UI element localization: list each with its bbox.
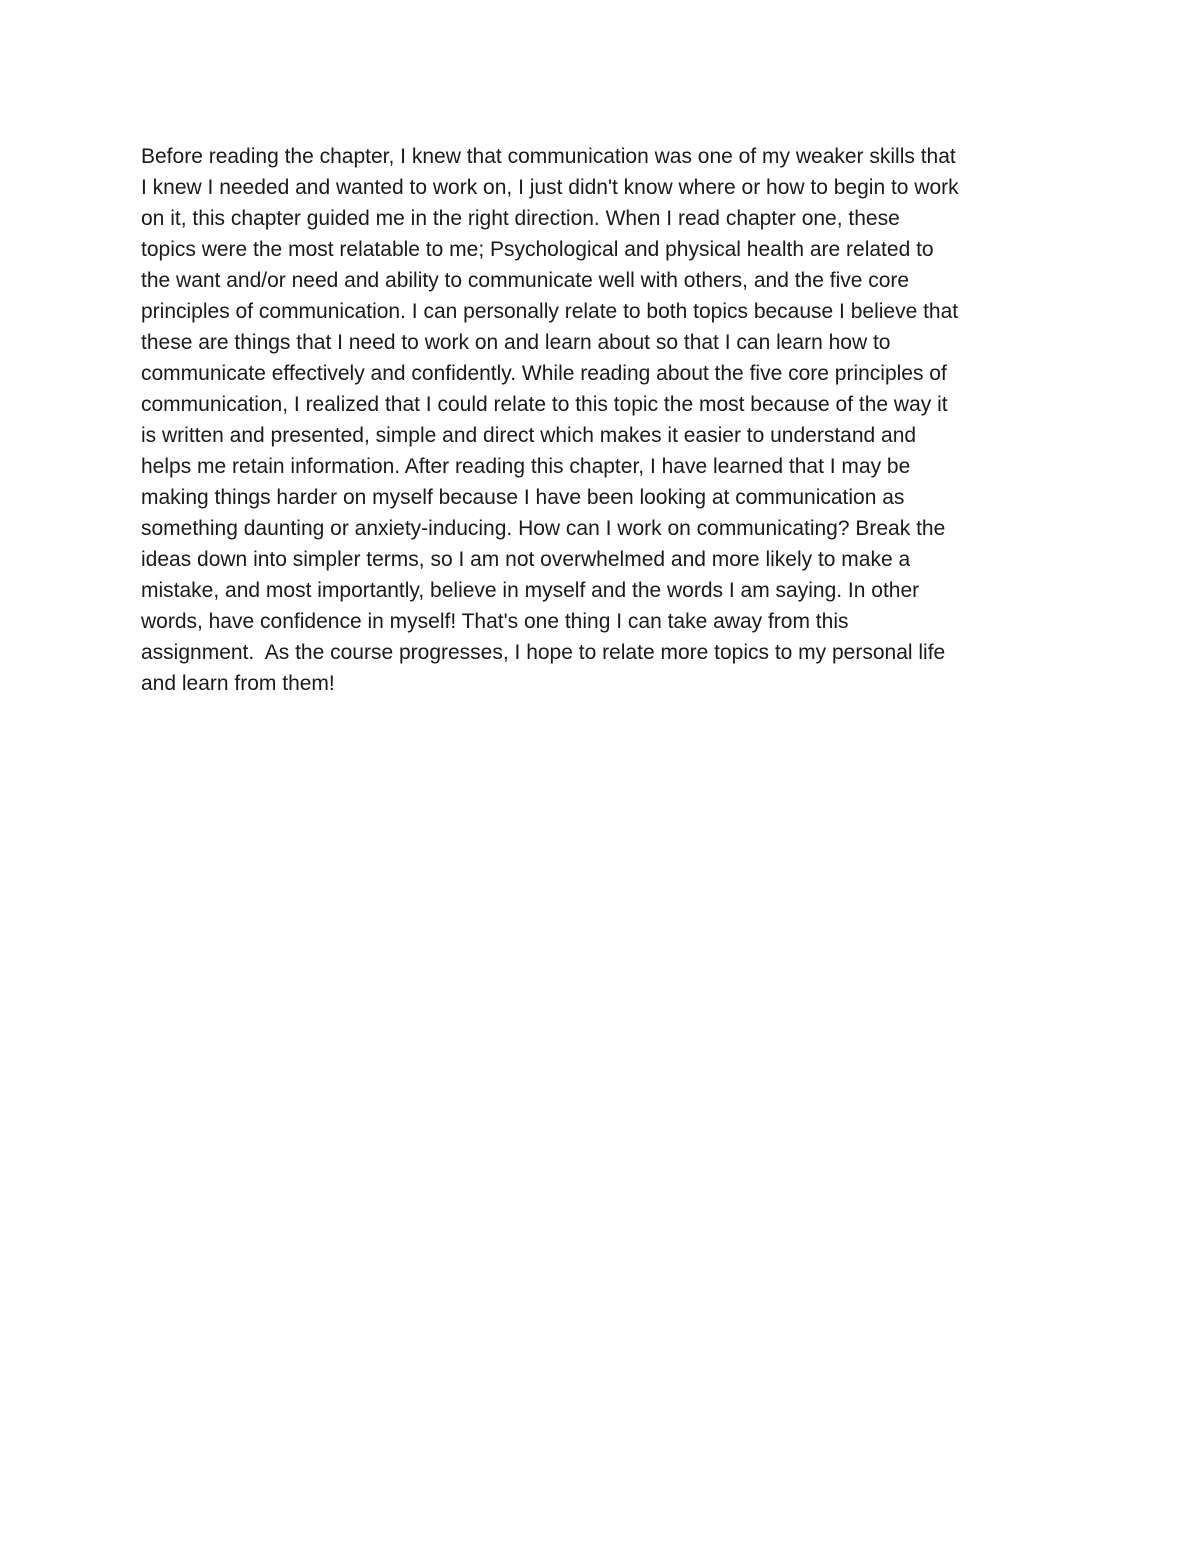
paragraph-line: helps me retain information. After reading this chapter, I have learned that I may be: [141, 455, 911, 478]
paragraph-line: communicate effectively and confidently. While reading about the five core principles of: [141, 362, 947, 385]
body-paragraph: [141, 141, 1071, 699]
paragraph-line: words, have confidence in myself! That's one thing I can take away from this: [141, 610, 849, 633]
paragraph-line: topics were the most relatable to me; Psychological and physical health are related to: [141, 238, 934, 261]
paragraph-line: assignment. As the course progresses, I hope to relate more topics to my personal life: [141, 641, 946, 664]
paragraph-line: is written and presented, simple and direct which makes it easier to understand and: [141, 424, 917, 447]
paragraph-line: and learn from them!: [141, 672, 335, 695]
paragraph-line: mistake, and most importantly, believe in myself and the words I am saying. In other: [141, 579, 920, 602]
paragraph-line: making things harder on myself because I have been looking at communication as: [141, 486, 905, 509]
paragraph-line: the want and/or need and ability to communicate well with others, and the five core: [141, 269, 910, 292]
paragraph-line: I knew I needed and wanted to work on, I just didn't know where or how to begin to work: [141, 176, 959, 199]
paragraph-line: principles of communication. I can personally relate to both topics because I believe that: [141, 300, 959, 323]
paragraph-line: communication, I realized that I could relate to this topic the most because of the way it: [141, 393, 948, 416]
paragraph-line: something daunting or anxiety-inducing. How can I work on communicating? Break the: [141, 517, 946, 540]
paragraph-line: these are things that I need to work on and learn about so that I can learn how to: [141, 331, 891, 354]
paragraph-line: on it, this chapter guided me in the right direction. When I read chapter one, these: [141, 207, 900, 230]
paragraph-line: ideas down into simpler terms, so I am not overwhelmed and more likely to make a: [141, 548, 911, 571]
paragraph-line: Before reading the chapter, I knew that communication was one of my weaker skills that: [141, 145, 956, 168]
